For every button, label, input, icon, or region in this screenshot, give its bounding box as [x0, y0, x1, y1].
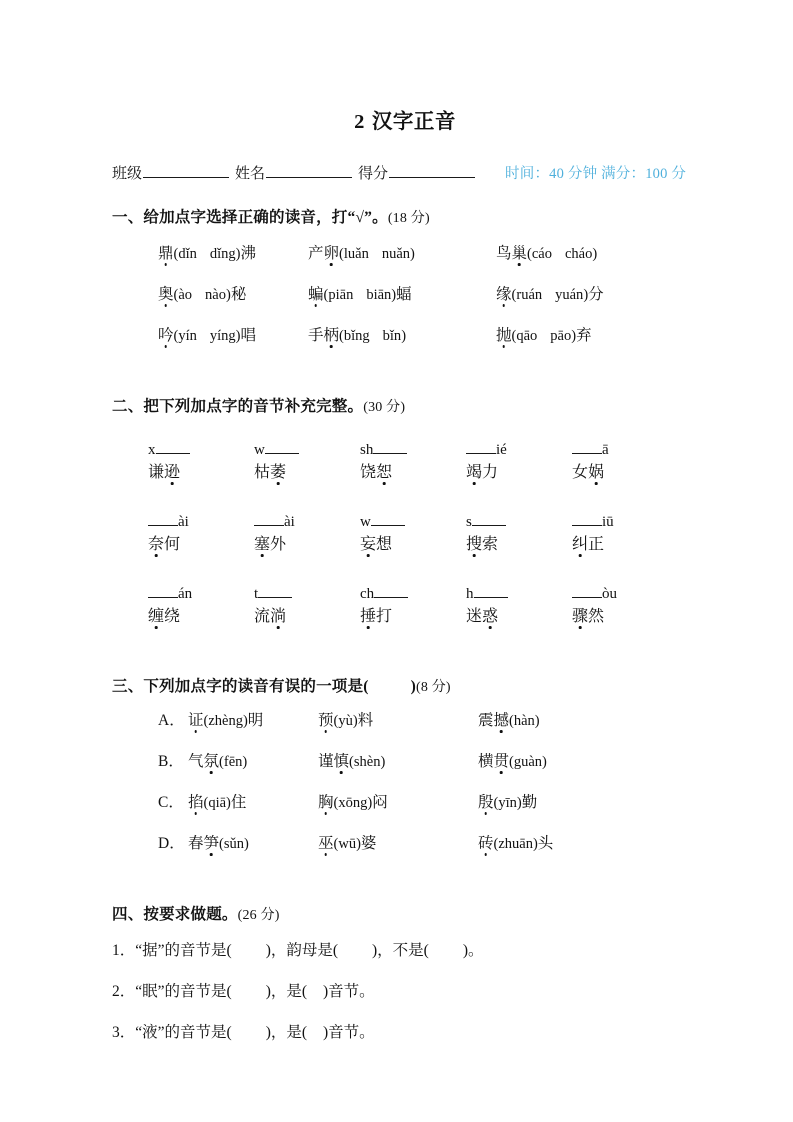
- class-field-label: 班级: [112, 166, 143, 182]
- choice-option-label: D．: [158, 835, 185, 852]
- dotted-character: 妄: [360, 531, 376, 554]
- word-suffix: 正: [588, 536, 605, 553]
- score-field-label: 得分: [358, 166, 389, 182]
- pronunciation-choice-item[interactable]: [308, 241, 496, 263]
- dotted-character: 巢: [512, 241, 528, 263]
- choice-option-word: [188, 790, 318, 812]
- pinyin-option[interactable]: yíng: [209, 328, 236, 344]
- word-prefix: 枯: [254, 464, 271, 481]
- choice-option-row[interactable]: [112, 790, 690, 831]
- syllable-blank[interactable]: [258, 584, 292, 598]
- syllable-blank[interactable]: [572, 440, 602, 454]
- section-four-questions: [112, 938, 690, 1061]
- syllable-prefix: h: [466, 586, 474, 602]
- pinyin-option[interactable]: biān: [366, 287, 392, 303]
- pinyin-options: (luǎn nuǎn): [339, 246, 415, 262]
- word-cell: [572, 459, 678, 482]
- word-suffix: 索: [482, 536, 499, 553]
- pinyin-option[interactable]: cáo: [531, 246, 552, 262]
- page-title-number: 2: [354, 111, 365, 133]
- syllable-blank[interactable]: [156, 440, 190, 454]
- syllable-suffix: án: [178, 586, 193, 602]
- choice-option-word: [478, 831, 658, 853]
- question-text: )，是(: [265, 983, 308, 1000]
- dotted-character: 蝙: [308, 282, 324, 304]
- syllable-suffix: ài: [178, 514, 189, 530]
- syllable-blank-row: [148, 428, 690, 459]
- section-one: [112, 205, 690, 364]
- dotted-character: 证: [188, 708, 204, 730]
- dotted-character: 掐: [188, 790, 204, 812]
- name-field: [235, 162, 358, 183]
- dotted-character: 萎: [270, 459, 286, 482]
- pinyin-reading: (hàn): [509, 713, 540, 729]
- name-field-label: 姓名: [235, 166, 266, 182]
- word-suffix: 闷: [372, 794, 388, 811]
- pinyin-option[interactable]: cháo: [565, 246, 593, 262]
- syllable-blank-cell[interactable]: [148, 512, 254, 531]
- syllable-blank-cell[interactable]: [254, 440, 360, 459]
- fill-question: [112, 1020, 690, 1061]
- section-four-points: (26 分): [237, 908, 280, 923]
- section-two: [112, 394, 690, 644]
- section-three-options: [112, 708, 690, 872]
- syllable-blank-cell[interactable]: [572, 584, 678, 603]
- pinyin-options: (bǐng bǐn): [339, 328, 407, 344]
- pronunciation-choice-row: [112, 323, 690, 364]
- word-cell: [254, 459, 360, 482]
- word-prefix: 气: [188, 753, 204, 770]
- dotted-character: 逊: [164, 459, 180, 482]
- pinyin-options: (yín yíng): [173, 328, 241, 344]
- dotted-character: 塞: [254, 531, 270, 554]
- syllable-suffix: òu: [602, 586, 617, 602]
- syllable-blank-row: [148, 572, 690, 603]
- section-one-heading-text: 一、给加点字选择正确的读音，打“√”。: [112, 209, 388, 226]
- word-cell: [572, 531, 678, 554]
- word-prefix: 春: [188, 835, 204, 852]
- syllable-prefix: sh: [360, 442, 374, 458]
- pinyin-reading: (zhèng): [203, 713, 248, 729]
- fill-question: [112, 938, 690, 979]
- choice-option-label: A．: [158, 712, 185, 729]
- section-three-points: (8 分): [415, 680, 451, 695]
- section-three-heading-post: ): [410, 678, 416, 695]
- section-four: [112, 902, 690, 1061]
- dotted-character: 惑: [482, 603, 498, 626]
- word-suffix: 婆: [360, 835, 377, 852]
- choice-option-word: [318, 831, 478, 853]
- choice-option-word: [188, 708, 318, 730]
- syllable-prefix: s: [466, 514, 472, 530]
- pinyin-option[interactable]: qāo: [516, 328, 538, 344]
- choice-option-word: [478, 708, 658, 730]
- dotted-character: 淌: [270, 603, 286, 626]
- choice-option-row[interactable]: [112, 749, 690, 790]
- syllable-prefix: ch: [360, 586, 375, 602]
- syllable-suffix: ā: [602, 442, 609, 458]
- word-prefix: 手: [308, 327, 324, 344]
- dotted-character: 氛: [204, 749, 220, 771]
- question-number: 1．: [112, 942, 136, 959]
- syllable-blank-cell[interactable]: [148, 584, 254, 603]
- dotted-character: 奥: [158, 282, 174, 304]
- choice-option-word: [318, 749, 478, 771]
- syllable-blank-cell[interactable]: [466, 440, 572, 459]
- pinyin-options: (ào nào): [173, 287, 231, 303]
- word-suffix: 何: [164, 536, 181, 553]
- choice-option-word: [188, 749, 318, 771]
- section-three-heading: [112, 674, 690, 696]
- syllable-prefix: w: [254, 442, 265, 458]
- question-text: )音节。: [323, 983, 375, 1000]
- word-prefix: 产: [308, 245, 324, 262]
- dotted-character: 缘: [496, 282, 512, 304]
- dotted-character: 贯: [494, 749, 510, 771]
- syllable-blank-cell[interactable]: [572, 512, 678, 531]
- pronunciation-choice-item[interactable]: [158, 241, 308, 263]
- dotted-character: 殷: [478, 790, 494, 812]
- choice-option-word: [318, 790, 478, 812]
- syllable-blank-row: [148, 500, 690, 531]
- question-text: )，是(: [265, 1024, 308, 1041]
- choice-option-word: [318, 708, 478, 730]
- word-suffix: 沸: [240, 245, 257, 262]
- choice-option-word: [188, 831, 318, 853]
- word-cell: [254, 603, 360, 626]
- choice-option-label: C．: [158, 794, 184, 811]
- page-title-text: 汉字正音: [371, 111, 456, 133]
- dotted-character: 纠: [572, 531, 588, 554]
- word-suffix: 打: [376, 608, 393, 625]
- choice-option-word: [478, 749, 658, 771]
- word-suffix: 然: [588, 608, 605, 625]
- student-info-bar: [112, 162, 690, 183]
- word-prefix: 震: [478, 712, 494, 729]
- word-suffix: 秘: [230, 286, 247, 303]
- pinyin-options: (qāo pāo): [511, 328, 577, 344]
- syllable-blank[interactable]: [148, 512, 178, 526]
- dotted-character: 缠: [148, 603, 164, 626]
- word-suffix: 分: [588, 286, 604, 303]
- dotted-character: 捶: [360, 603, 376, 626]
- syllable-blank-cell[interactable]: [254, 584, 360, 603]
- syllable-blank[interactable]: [472, 512, 506, 526]
- dotted-character: 恕: [376, 459, 392, 482]
- dotted-character: 奈: [148, 531, 164, 554]
- choice-option-word: [478, 790, 658, 812]
- pinyin-reading: (wū): [333, 836, 361, 852]
- word-suffix: 唱: [240, 327, 257, 344]
- question-text: “眠”的音节是(: [135, 983, 232, 1000]
- syllable-blank[interactable]: [374, 584, 408, 598]
- syllable-suffix: ié: [496, 442, 507, 458]
- pinyin-option[interactable]: luǎn: [343, 246, 369, 262]
- syllable-blank[interactable]: [466, 440, 496, 454]
- syllable-blank-cell[interactable]: [466, 512, 572, 531]
- word-suffix: 住: [230, 794, 247, 811]
- word-suffix: 蝠: [396, 286, 412, 303]
- syllable-blank[interactable]: [572, 512, 602, 526]
- pinyin-reading: (fēn): [219, 754, 248, 770]
- syllable-blank-cell[interactable]: [466, 584, 572, 603]
- word-cell: [466, 531, 572, 554]
- word-row: [148, 531, 690, 572]
- pinyin-reading: (qiā): [203, 795, 231, 811]
- syllable-blank[interactable]: [474, 584, 508, 598]
- word-row: [148, 603, 690, 644]
- dotted-character: 巫: [318, 831, 334, 853]
- dotted-character: 柄: [324, 323, 340, 345]
- word-suffix: 弃: [576, 327, 592, 344]
- syllable-blank-cell[interactable]: [572, 440, 678, 459]
- word-cell: [148, 531, 254, 554]
- score-field: [358, 162, 481, 183]
- pronunciation-choice-item[interactable]: [158, 282, 308, 304]
- syllable-blank-cell[interactable]: [254, 512, 360, 531]
- section-two-heading: [112, 394, 690, 416]
- dotted-character: 竭: [466, 459, 482, 482]
- exam-meta: 时间：40 分钟 满分：100 分: [505, 166, 687, 182]
- question-text: “据”的音节是(: [135, 942, 232, 959]
- syllable-blank-cell[interactable]: [360, 512, 466, 531]
- word-row: [148, 459, 690, 500]
- syllable-prefix: w: [360, 514, 371, 530]
- word-cell: [572, 603, 678, 626]
- dotted-character: 慎: [334, 749, 350, 771]
- class-field-blank[interactable]: [143, 163, 229, 178]
- pinyin-option[interactable]: dǐng: [209, 246, 236, 262]
- pinyin-reading: (zhuān): [493, 836, 538, 852]
- word-cell: [148, 459, 254, 482]
- dotted-character: 骤: [572, 603, 588, 626]
- pinyin-reading: (yù): [333, 713, 358, 729]
- dotted-character: 笋: [204, 831, 220, 853]
- syllable-prefix: x: [148, 442, 156, 458]
- word-prefix: 流: [254, 608, 271, 625]
- pinyin-option[interactable]: piān: [328, 287, 354, 303]
- pinyin-option[interactable]: ào: [178, 287, 193, 303]
- name-field-blank[interactable]: [266, 163, 352, 178]
- worksheet-content: [112, 104, 690, 1061]
- section-two-grid: [112, 428, 690, 644]
- pronunciation-choice-item[interactable]: [496, 323, 686, 345]
- pinyin-options: (piān biān): [323, 287, 397, 303]
- section-four-heading-text: 四、按要求做题。: [112, 906, 238, 923]
- question-text: “液”的音节是(: [135, 1024, 232, 1041]
- section-two-points: (30 分): [363, 400, 406, 415]
- word-suffix: 力: [482, 464, 499, 481]
- syllable-blank[interactable]: [572, 584, 602, 598]
- pinyin-reading: (xōng): [333, 795, 373, 811]
- dotted-character: 娲: [588, 459, 604, 482]
- question-number: 2．: [112, 983, 136, 1000]
- section-one-items: [112, 241, 690, 364]
- word-prefix: 鸟: [496, 245, 512, 262]
- word-prefix: 迷: [466, 608, 483, 625]
- pinyin-reading: (guàn): [509, 754, 547, 770]
- word-cell: [360, 531, 466, 554]
- dotted-character: 砖: [478, 831, 494, 853]
- syllable-prefix: t: [254, 586, 259, 602]
- section-one-heading: [112, 205, 690, 227]
- syllable-blank-cell[interactable]: [360, 440, 466, 459]
- pinyin-option[interactable]: yuán: [555, 287, 584, 303]
- score-field-blank[interactable]: [389, 163, 475, 178]
- dotted-character: 鼎: [158, 241, 174, 263]
- dotted-character: 卵: [324, 241, 340, 263]
- dotted-character: 胸: [318, 790, 334, 812]
- dotted-character: 吟: [158, 323, 174, 345]
- dotted-character: 抛: [496, 323, 512, 345]
- pronunciation-choice-item[interactable]: [308, 282, 496, 304]
- syllable-blank-cell[interactable]: [148, 440, 254, 459]
- syllable-blank[interactable]: [371, 512, 405, 526]
- section-three-heading-pre: 三、下列加点字的读音有误的一项是(: [112, 678, 369, 695]
- section-one-points: (18 分): [387, 211, 430, 226]
- choice-option-row[interactable]: [112, 708, 690, 749]
- word-suffix: 头: [537, 835, 554, 852]
- pinyin-option[interactable]: nuǎn: [381, 246, 411, 262]
- pinyin-reading: (sǔn): [219, 836, 249, 852]
- word-prefix: 饶: [360, 464, 377, 481]
- syllable-suffix: iū: [602, 514, 614, 530]
- dotted-character: 预: [318, 708, 334, 730]
- question-text: )音节。: [323, 1024, 375, 1041]
- page-title: [112, 104, 690, 134]
- pinyin-option[interactable]: pāo: [550, 328, 572, 344]
- question-text: )，韵母是(: [265, 942, 339, 959]
- pinyin-reading: (yīn): [493, 795, 522, 811]
- pinyin-option[interactable]: dǐn: [178, 246, 197, 262]
- section-four-heading: [112, 902, 690, 924]
- choice-option-label: B．: [158, 753, 184, 770]
- word-suffix: 绕: [164, 608, 181, 625]
- syllable-blank[interactable]: [373, 440, 407, 454]
- pinyin-option[interactable]: bǐng: [343, 328, 370, 344]
- syllable-blank-cell[interactable]: [360, 584, 466, 603]
- pinyin-options: (cáo cháo): [527, 246, 598, 262]
- word-cell: [360, 603, 466, 626]
- pronunciation-choice-row: [112, 241, 690, 282]
- word-suffix: 料: [357, 712, 374, 729]
- pinyin-reading: (shèn): [349, 754, 386, 770]
- pronunciation-choice-item[interactable]: [308, 323, 496, 345]
- word-suffix: 外: [270, 536, 287, 553]
- pinyin-option[interactable]: bǐn: [382, 328, 402, 344]
- dotted-character: 搜: [466, 531, 482, 554]
- word-cell: [360, 459, 466, 482]
- fill-question: [112, 979, 690, 1020]
- word-cell: [254, 531, 360, 554]
- word-prefix: 女: [572, 464, 589, 481]
- word-suffix: 明: [247, 712, 264, 729]
- syllable-suffix: ài: [284, 514, 295, 530]
- dotted-character: 撼: [494, 708, 510, 730]
- word-cell: [466, 459, 572, 482]
- question-text: )。: [462, 942, 484, 959]
- question-text: )，不是(: [372, 942, 429, 959]
- pinyin-options: (ruán yuán): [511, 287, 589, 303]
- syllable-blank[interactable]: [148, 584, 178, 598]
- word-prefix: 谨: [318, 753, 334, 770]
- pinyin-option[interactable]: yín: [178, 328, 197, 344]
- word-prefix: 谦: [148, 464, 165, 481]
- word-cell: [148, 603, 254, 626]
- pronunciation-choice-item[interactable]: [496, 241, 686, 263]
- pronunciation-choice-row: [112, 282, 690, 323]
- word-cell: [466, 603, 572, 626]
- syllable-blank[interactable]: [254, 512, 284, 526]
- word-prefix: 横: [478, 753, 494, 770]
- pronunciation-choice-item[interactable]: [496, 282, 686, 304]
- pinyin-option[interactable]: nào: [205, 287, 226, 303]
- choice-option-row[interactable]: [112, 831, 690, 872]
- question-number: 3．: [112, 1024, 136, 1041]
- class-field: [112, 162, 235, 183]
- section-three: [112, 674, 690, 872]
- word-suffix: 想: [376, 536, 393, 553]
- pinyin-options: (dǐn dǐng): [173, 246, 241, 262]
- section-two-heading-text: 二、把下列加点字的音节补充完整。: [112, 398, 364, 415]
- pinyin-option[interactable]: ruán: [516, 287, 543, 303]
- pronunciation-choice-item[interactable]: [158, 323, 308, 345]
- word-suffix: 勤: [521, 794, 538, 811]
- syllable-blank[interactable]: [265, 440, 299, 454]
